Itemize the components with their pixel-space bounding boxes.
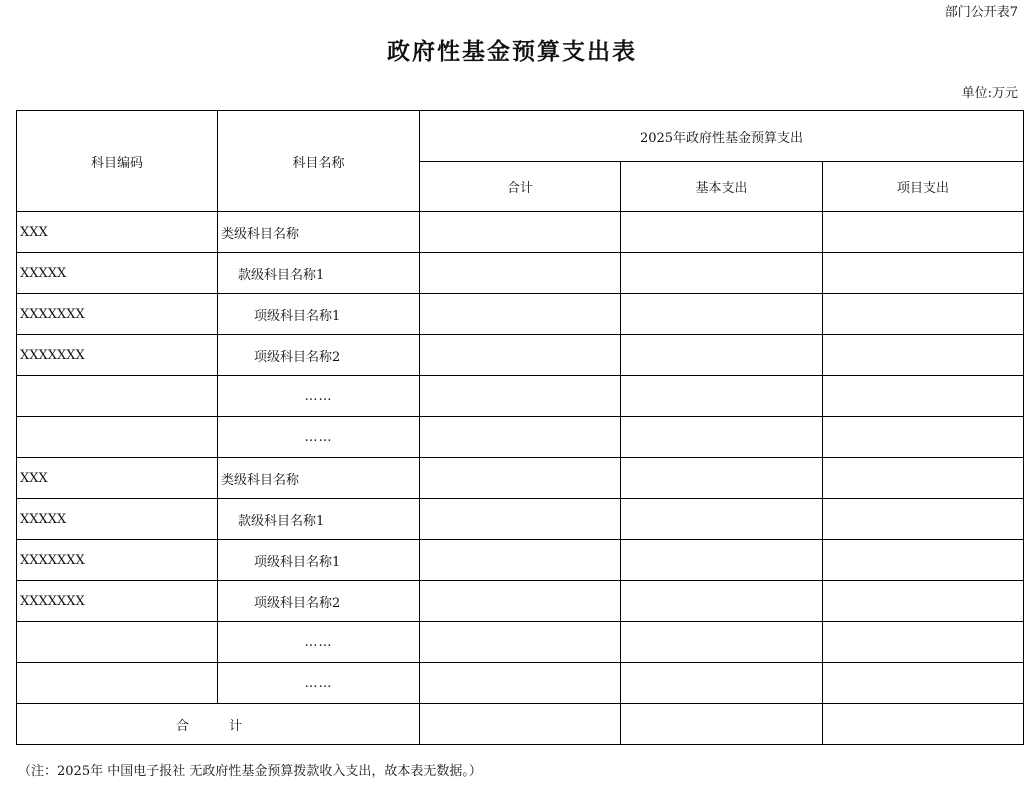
budget-table xyxy=(16,110,1024,745)
header-project: 项目支出 xyxy=(823,162,1024,212)
name-cell: …… xyxy=(218,417,420,458)
name-cell: …… xyxy=(218,622,420,663)
project-cell xyxy=(823,335,1024,376)
project-cell xyxy=(823,376,1024,417)
basic-cell xyxy=(621,663,823,704)
name-cell: 类级科目名称 xyxy=(218,458,420,499)
header-basic: 基本支出 xyxy=(621,162,823,212)
total-cell xyxy=(420,540,621,581)
header-row xyxy=(17,111,1024,162)
footnote: （注：2025年 中国电子报社 无政府性基金预算拨款收入支出，故本表无数据。） xyxy=(18,764,482,779)
table-row xyxy=(17,540,1024,581)
name-cell: 项级科目名称1 xyxy=(218,294,420,335)
basic-cell xyxy=(621,335,823,376)
project-cell xyxy=(823,253,1024,294)
basic-cell xyxy=(621,499,823,540)
name-cell: 项级科目名称2 xyxy=(218,335,420,376)
header-group: 2025年政府性基金预算支出 xyxy=(420,111,1024,162)
code-cell xyxy=(17,663,218,704)
project-cell xyxy=(823,294,1024,335)
code-cell: XXXXXXX xyxy=(17,540,218,581)
project-cell xyxy=(823,622,1024,663)
code-cell: XXXXXXX xyxy=(17,294,218,335)
basic-cell xyxy=(621,253,823,294)
name-cell: …… xyxy=(218,376,420,417)
basic-cell xyxy=(621,417,823,458)
project-cell xyxy=(823,458,1024,499)
name-cell: 款级科目名称1 xyxy=(218,499,420,540)
total-cell xyxy=(420,663,621,704)
code-cell: XXXXXXX xyxy=(17,581,218,622)
unit-label: 单位:万元 xyxy=(961,86,1018,101)
total-basic-cell xyxy=(621,704,823,745)
basic-cell xyxy=(621,540,823,581)
total-sum-cell xyxy=(420,704,621,745)
table-row xyxy=(17,212,1024,253)
name-cell: 项级科目名称1 xyxy=(218,540,420,581)
total-cell xyxy=(420,294,621,335)
table-row xyxy=(17,335,1024,376)
basic-cell xyxy=(621,581,823,622)
project-cell xyxy=(823,581,1024,622)
project-cell xyxy=(823,499,1024,540)
code-cell: XXXXX xyxy=(17,499,218,540)
total-cell xyxy=(420,581,621,622)
code-cell xyxy=(17,622,218,663)
header-name: 科目名称 xyxy=(218,111,420,212)
project-cell xyxy=(823,212,1024,253)
total-cell xyxy=(420,335,621,376)
code-cell: XXXXXXX xyxy=(17,335,218,376)
project-cell xyxy=(823,417,1024,458)
code-cell: XXXXX xyxy=(17,253,218,294)
table-row xyxy=(17,581,1024,622)
total-label: 合 计 xyxy=(17,704,420,745)
total-project-cell xyxy=(823,704,1024,745)
total-cell xyxy=(420,499,621,540)
basic-cell xyxy=(621,376,823,417)
form-code: 部门公开表7 xyxy=(944,5,1018,20)
project-cell xyxy=(823,663,1024,704)
total-cell xyxy=(420,212,621,253)
table-row xyxy=(17,663,1024,704)
code-cell: XXX xyxy=(17,212,218,253)
total-cell xyxy=(420,253,621,294)
header-code: 科目编码 xyxy=(17,111,218,212)
table-row xyxy=(17,253,1024,294)
code-cell xyxy=(17,417,218,458)
header-total: 合计 xyxy=(420,162,621,212)
name-cell: 类级科目名称 xyxy=(218,212,420,253)
name-cell: 款级科目名称1 xyxy=(218,253,420,294)
name-cell: …… xyxy=(218,663,420,704)
basic-cell xyxy=(621,294,823,335)
total-cell xyxy=(420,622,621,663)
page-title: 政府性基金预算支出表 xyxy=(387,38,637,65)
code-cell xyxy=(17,376,218,417)
table-row xyxy=(17,458,1024,499)
basic-cell xyxy=(621,458,823,499)
table-row xyxy=(17,622,1024,663)
basic-cell xyxy=(621,622,823,663)
basic-cell xyxy=(621,212,823,253)
total-cell xyxy=(420,458,621,499)
total-cell xyxy=(420,417,621,458)
total-cell xyxy=(420,376,621,417)
table-row xyxy=(17,376,1024,417)
table-row xyxy=(17,294,1024,335)
code-cell: XXX xyxy=(17,458,218,499)
total-row xyxy=(17,704,1024,745)
table-row xyxy=(17,499,1024,540)
project-cell xyxy=(823,540,1024,581)
name-cell: 项级科目名称2 xyxy=(218,581,420,622)
table-row xyxy=(17,417,1024,458)
